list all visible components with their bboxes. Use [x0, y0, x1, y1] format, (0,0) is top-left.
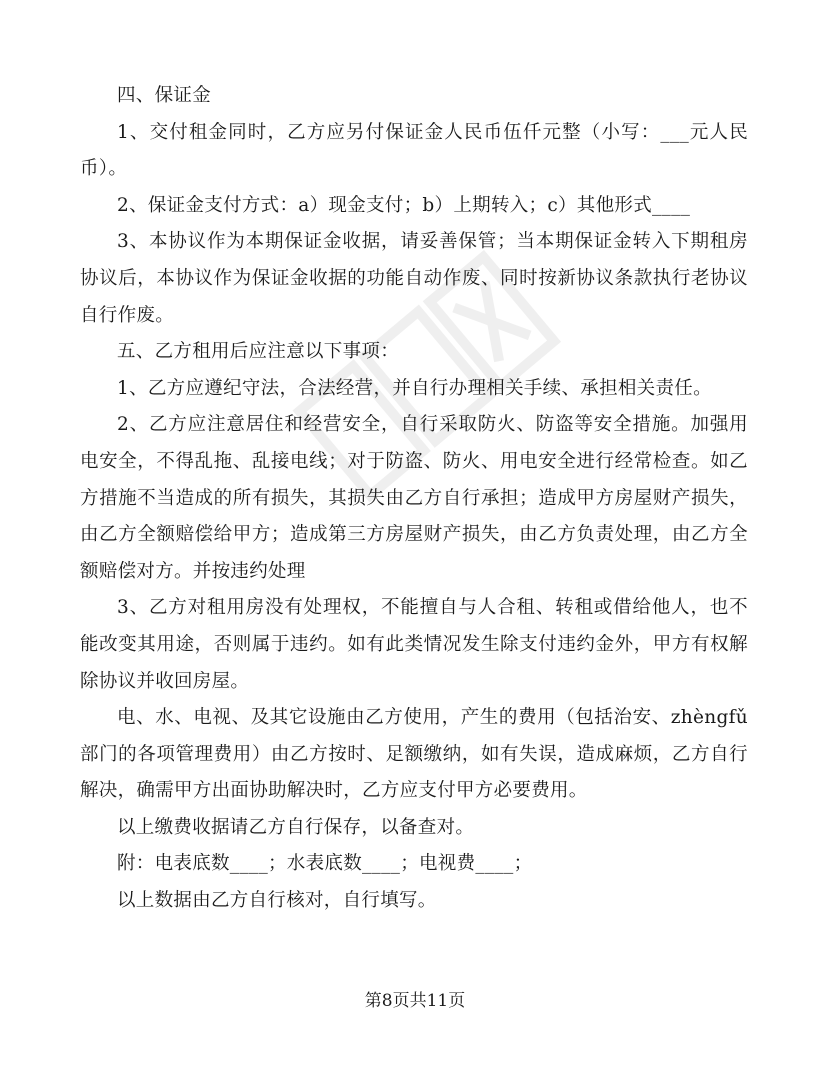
paragraph-deposit-3: 3、本协议作为本期保证金收据，请妥善保管；当本期保证金转入下期租房协议后，本协议作为保证金收据的功能自动作废、同时按新协议条款执行老协议自行作废。 — [80, 231, 748, 326]
paragraph-deposit-2: 2、保证金支付方式：a）现金支付；b）上期转入；c）其他形式____ — [117, 194, 691, 216]
paragraph-notes-1: 1、乙方应遵纪守法，合法经营，并自行办理相关手续、承担相关责任。 — [117, 377, 712, 399]
paragraph-deposit-1: 1、交付租金同时，乙方应另付保证金人民币伍仟元整（小写：___元人民币）。 — [80, 121, 748, 180]
page-number: 第8页共11页 — [364, 991, 466, 1011]
section-heading-deposit: 四、保证金 — [117, 85, 212, 106]
paragraph-receipts: 以上缴费收据请乙方自行保存，以备查对。 — [117, 816, 475, 838]
paragraph-notes-3: 3、乙方对租用房没有处理权，不能擅自与人合租、转租或借给他人，也不能改变其用途，否则属于违约。如有此类情况发生除支付违约金外，甲方有权解除协议并收回房屋。 — [80, 597, 748, 692]
paragraph-notes-2: 2、乙方应注意居住和经营安全，自行采取防火、防盗等安全措施。加强用电安全，不得乱拖、乱接电线；对于防盗、防火、用电安全进行经常检查。如乙方措施不当造成的所有损失，其损失由乙方自行承担；造成甲方房屋财产损失，由乙方全额赔偿给甲方；造成第三方房屋财产损失，由乙方负责处理，由乙方全额赔偿对方。并按违约处理 — [80, 414, 748, 582]
section-heading-notes: 五、乙方租用后应注意以下事项： — [117, 341, 400, 363]
paragraph-meter-readings: 附：电表底数____；水表底数____；电视费____； — [117, 853, 533, 875]
document-body — [80, 78, 748, 920]
paragraph-utilities: 电、水、电视、及其它设施由乙方使用，产生的费用（包括治安、zhèngfǔ部门的各项管理费用）由乙方按时、足额缴纳，如有失误，造成麻烦，乙方自行解决，确需甲方出面协助解决时，乙方应支付甲方必要费用。 — [80, 707, 748, 802]
paragraph-verify: 以上数据由乙方自行核对，自行填写。 — [117, 890, 437, 912]
